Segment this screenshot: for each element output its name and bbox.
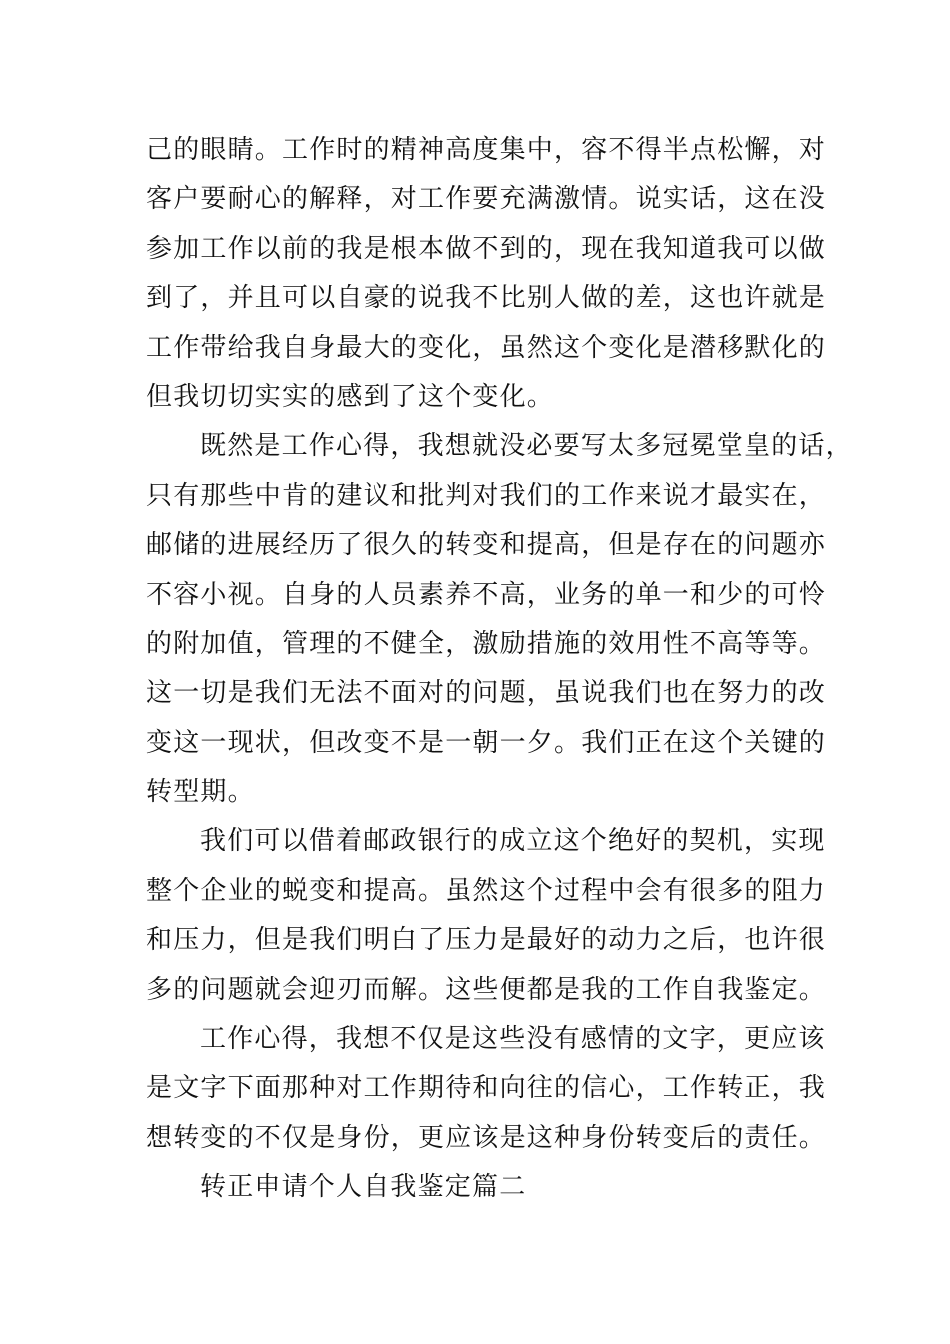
text-line: 整个企业的蜕变和提高。虽然这个过程中会有很多的阻力 <box>146 875 827 906</box>
text-line: 到了，并且可以自豪的说我不比别人做的差，这也许就是 <box>146 283 827 314</box>
text-line: 是文字下面那种对工作期待和向往的信心，工作转正，我 <box>146 1073 827 1104</box>
text-line: 变这一现状，但改变不是一朝一夕。我们正在这个关键的 <box>146 727 827 758</box>
text-line: 这一切是我们无法不面对的问题，虽说我们也在努力的改 <box>146 678 827 709</box>
text-line: 和压力，但是我们明白了压力是最好的动力之后，也许很 <box>146 925 827 956</box>
section-heading: 转正申请个人自我鉴定篇二 <box>200 1172 527 1203</box>
text-line: 客户要耐心的解释，对工作要充满激情。说实话，这在没 <box>146 184 827 215</box>
text-line: 转型期。 <box>146 777 255 808</box>
text-line: 的附加值，管理的不健全，激励措施的效用性不高等等。 <box>146 628 827 659</box>
text-line: 己的眼睛。工作时的精神高度集中，容不得半点松懈，对 <box>146 135 827 165</box>
paragraph-first-line: 既然是工作心得，我想就没必要写太多冠冕堂皇的话， <box>200 431 853 462</box>
text-line: 邮储的进展经历了很久的转变和提高，但是存在的问题亦 <box>146 530 827 561</box>
text-line: 想转变的不仅是身份，更应该是这种身份转变后的责任。 <box>146 1122 827 1153</box>
text-line: 只有那些中肯的建议和批判对我们的工作来说才最实在， <box>146 480 827 511</box>
text-line: 不容小视。自身的人员素养不高，业务的单一和少的可怜 <box>146 579 827 610</box>
text-line: 参加工作以前的我是根本做不到的，现在我知道我可以做 <box>146 233 827 264</box>
paragraph-first-line: 我们可以借着邮政银行的成立这个绝好的契机，实现 <box>200 826 826 857</box>
document-body <box>146 126 853 1213</box>
text-line: 工作带给我自身最大的变化，虽然这个变化是潜移默化的 <box>146 332 827 363</box>
text-line: 但我切切实实的感到了这个变化。 <box>146 381 555 412</box>
text-line: 多的问题就会迎刃而解。这些便都是我的工作自我鉴定。 <box>146 974 827 1005</box>
paragraph-first-line: 工作心得，我想不仅是这些没有感情的文字，更应该 <box>200 1024 826 1055</box>
